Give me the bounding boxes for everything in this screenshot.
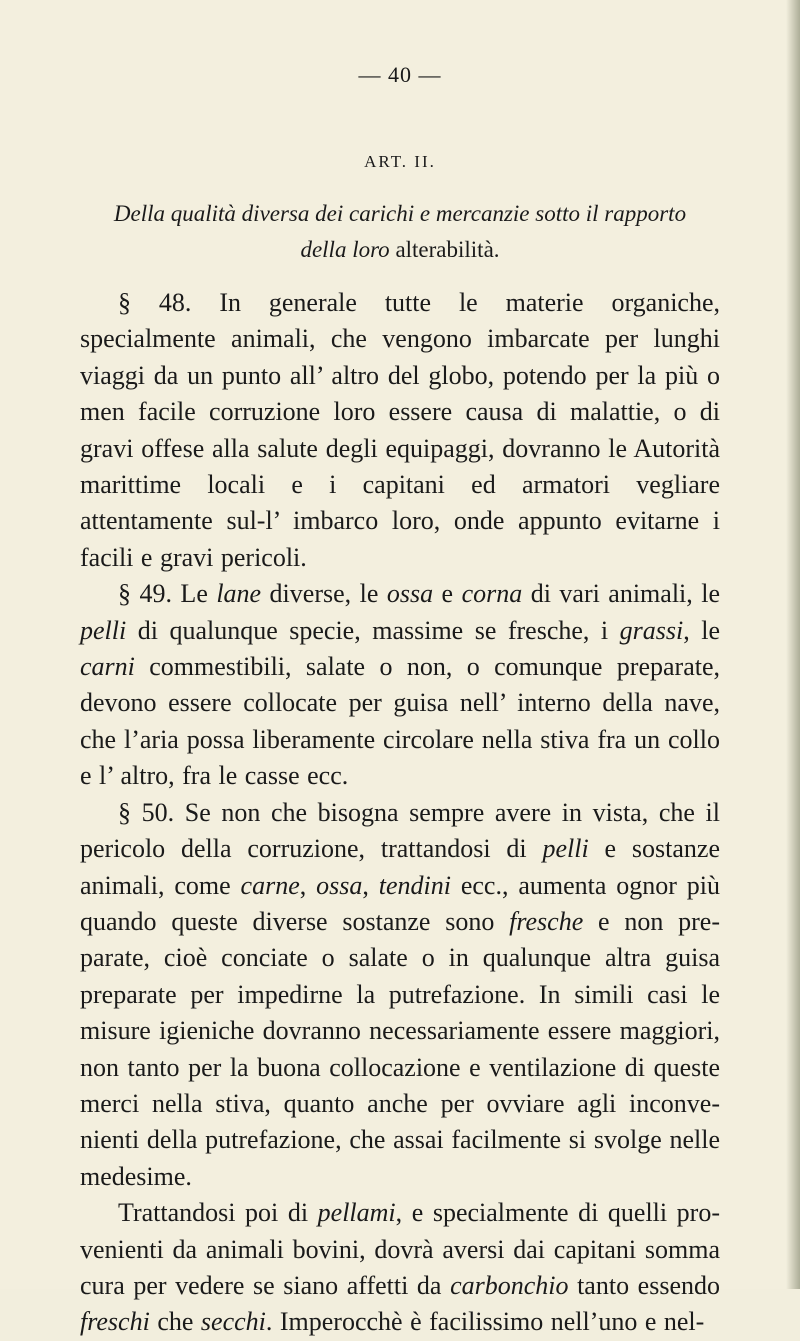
italic-term: carni	[80, 652, 135, 682]
page-number: — 40 —	[358, 62, 442, 87]
text-segment: e	[433, 579, 462, 609]
text-segment: commestibili, salate o non, o comunque preparate, devono essere collocate per guisa nell’ interno della nave, che l’aria possa liberamente circolare nella stiva fra un collo e l’ altro, fra le casse ecc.	[80, 652, 720, 791]
italic-term: carne	[240, 870, 300, 900]
text-segment: , le	[683, 615, 720, 645]
italic-term: corna	[461, 579, 523, 609]
italic-term: fresche	[509, 906, 584, 936]
italic-term: lane	[216, 579, 262, 609]
text-segment: di qualunque specie, massime se fresche, i	[126, 615, 620, 645]
italic-term: carbonchio	[450, 1270, 569, 1300]
italic-term: freschi	[80, 1307, 150, 1337]
text-segment: , e specialmente di quelli pro-venienti da animali bovini, dovrà aversi dai capitani somma cura per vedere se siano affetti da	[80, 1198, 720, 1300]
text-segment: Trattandosi poi di	[118, 1198, 318, 1228]
italic-term: secchi	[200, 1307, 266, 1337]
text-segment: § 48. In generale tutte le materie organiche, specialmente animali, che vengono imbarcate per lunghi viaggi da un punto all’ altro del globo, potendo per la più o men facile corruzione loro essere causa di malattie, o di gravi offese alla salute degli equipaggi, dovranno le Autorità marittime locali e i capitani ed armatori vegliare attentamente sul-l’ imbarco loro, onde appunto evitarne i facili e gravi pericoli.	[80, 288, 720, 572]
text-segment: che	[149, 1307, 201, 1337]
text-segment: e sostanze animali, come	[80, 834, 720, 900]
section-title	[80, 196, 720, 268]
text-segment: diverse, le	[261, 579, 387, 609]
italic-term: ossa	[386, 579, 434, 609]
title-segment: alterabilità.	[389, 237, 500, 262]
text-segment: e non pre-parate, cioè conciate o salate o in qualunque altra guisa preparate per impedirne la putrefazione. In simili casi le misure igieniche dovranno necessariamente essere maggiori, non tanto per la buona collocazione e ventilazione di queste merci nella stiva, quanto anche per ovviare agli inconve-nienti della putrefazione, che assai facilmente si svolge nelle medesime.	[80, 906, 720, 1191]
italic-term: pelli	[80, 615, 127, 645]
text-segment: tanto essendo	[568, 1270, 720, 1300]
title-segment: Della qualità diversa dei carichi e mercanzie sotto il rapporto	[113, 201, 687, 226]
text-segment: . Imperocchè è facilissimo nell’uno e nel-	[265, 1307, 705, 1337]
article-heading: ART. II.	[364, 152, 436, 171]
italic-term: tendini	[378, 870, 451, 900]
italic-term: grassi	[619, 615, 684, 645]
text-segment: § 49. Le	[118, 579, 217, 609]
text-segment: di vari animali, le	[522, 579, 721, 609]
text-segment: § 50. Se non che bisogna sempre avere in vista, che il pericolo della corruzione, trattandosi di	[80, 797, 720, 864]
paragraph	[80, 576, 720, 794]
italic-term: pelli	[542, 834, 589, 864]
page-edge-shadow	[786, 0, 800, 1289]
paragraph	[80, 795, 720, 1195]
italic-term: pellami	[317, 1198, 396, 1228]
body-text	[80, 285, 720, 1341]
text-segment: ecc., aumenta ognor più quando queste diverse sostanze sono	[80, 870, 721, 936]
paragraph	[80, 1195, 720, 1341]
paragraph	[80, 285, 720, 576]
italic-term: ossa	[316, 870, 363, 900]
text-segment: ,	[362, 870, 379, 900]
text-segment: ,	[299, 870, 317, 900]
title-segment: della loro	[300, 237, 390, 262]
